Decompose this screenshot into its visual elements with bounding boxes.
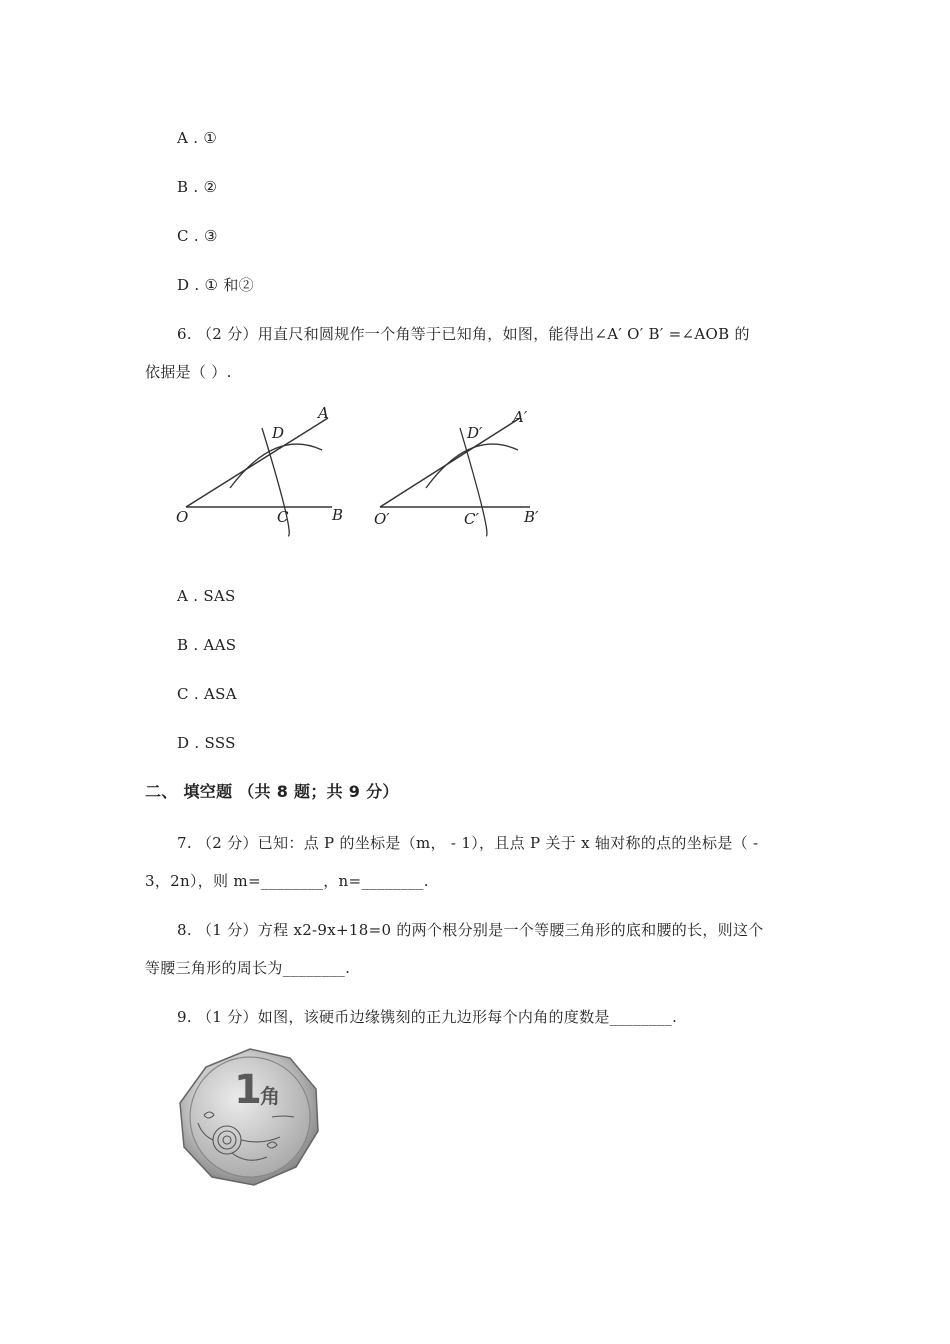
label-c: C <box>277 508 289 526</box>
coin-numeral: 1 <box>234 1067 262 1113</box>
q5-option-b: B . ② <box>177 178 218 196</box>
q5-option-a: A . ① <box>177 129 218 147</box>
coin-character: 角 <box>260 1084 280 1108</box>
label-c-prime: C′ <box>464 510 479 528</box>
q9-stem-line1: 9. （1 分）如图，该硬币边缘镌刻的正九边形每个内角的度数是________. <box>177 1008 678 1026</box>
label-a: A <box>318 404 329 422</box>
label-d: D <box>272 424 285 442</box>
q5-option-d: D . ① 和② <box>177 276 254 294</box>
q6-option-a: A . SAS <box>177 587 236 605</box>
q6-option-c: C . ASA <box>177 685 237 703</box>
label-a-prime: A′ <box>513 408 528 426</box>
coin-image <box>172 1045 332 1190</box>
copied-angle-figure <box>374 408 539 536</box>
label-b-prime: B′ <box>524 508 539 526</box>
label-d-prime: D′ <box>467 424 483 442</box>
label-o: O <box>176 508 189 526</box>
section-title: 二、 填空题 （共 8 题；共 9 分） <box>145 782 399 801</box>
label-b: B <box>332 506 344 524</box>
q6-angle-figure <box>170 398 560 543</box>
label-o-prime: O′ <box>374 510 390 528</box>
q7-stem-line2: 3，2n），则 m=________，n=________. <box>145 872 429 890</box>
q6-stem-line1: 6. （2 分）用直尺和圆规作一个角等于已知角，如图，能得出∠A′ O′ B′ =∠AOB 的 <box>177 325 750 343</box>
q6-option-b: B . AAS <box>177 636 237 654</box>
q5-option-c: C . ③ <box>177 227 218 245</box>
original-angle-figure <box>176 404 343 536</box>
q8-stem-line2: 等腰三角形的周长为________. <box>145 959 351 977</box>
q7-stem-line1: 7. （2 分）已知：点 P 的坐标是（m， - 1），且点 P 关于 x 轴对称的点的坐标是（ - <box>177 834 759 852</box>
q6-option-d: D . SSS <box>177 734 236 752</box>
q6-stem-line2: 依据是（ ）. <box>145 363 232 381</box>
q8-stem-line1: 8. （1 分）方程 x2-9x+18=0 的两个根分别是一个等腰三角形的底和腰的长，则这个 <box>177 921 764 939</box>
